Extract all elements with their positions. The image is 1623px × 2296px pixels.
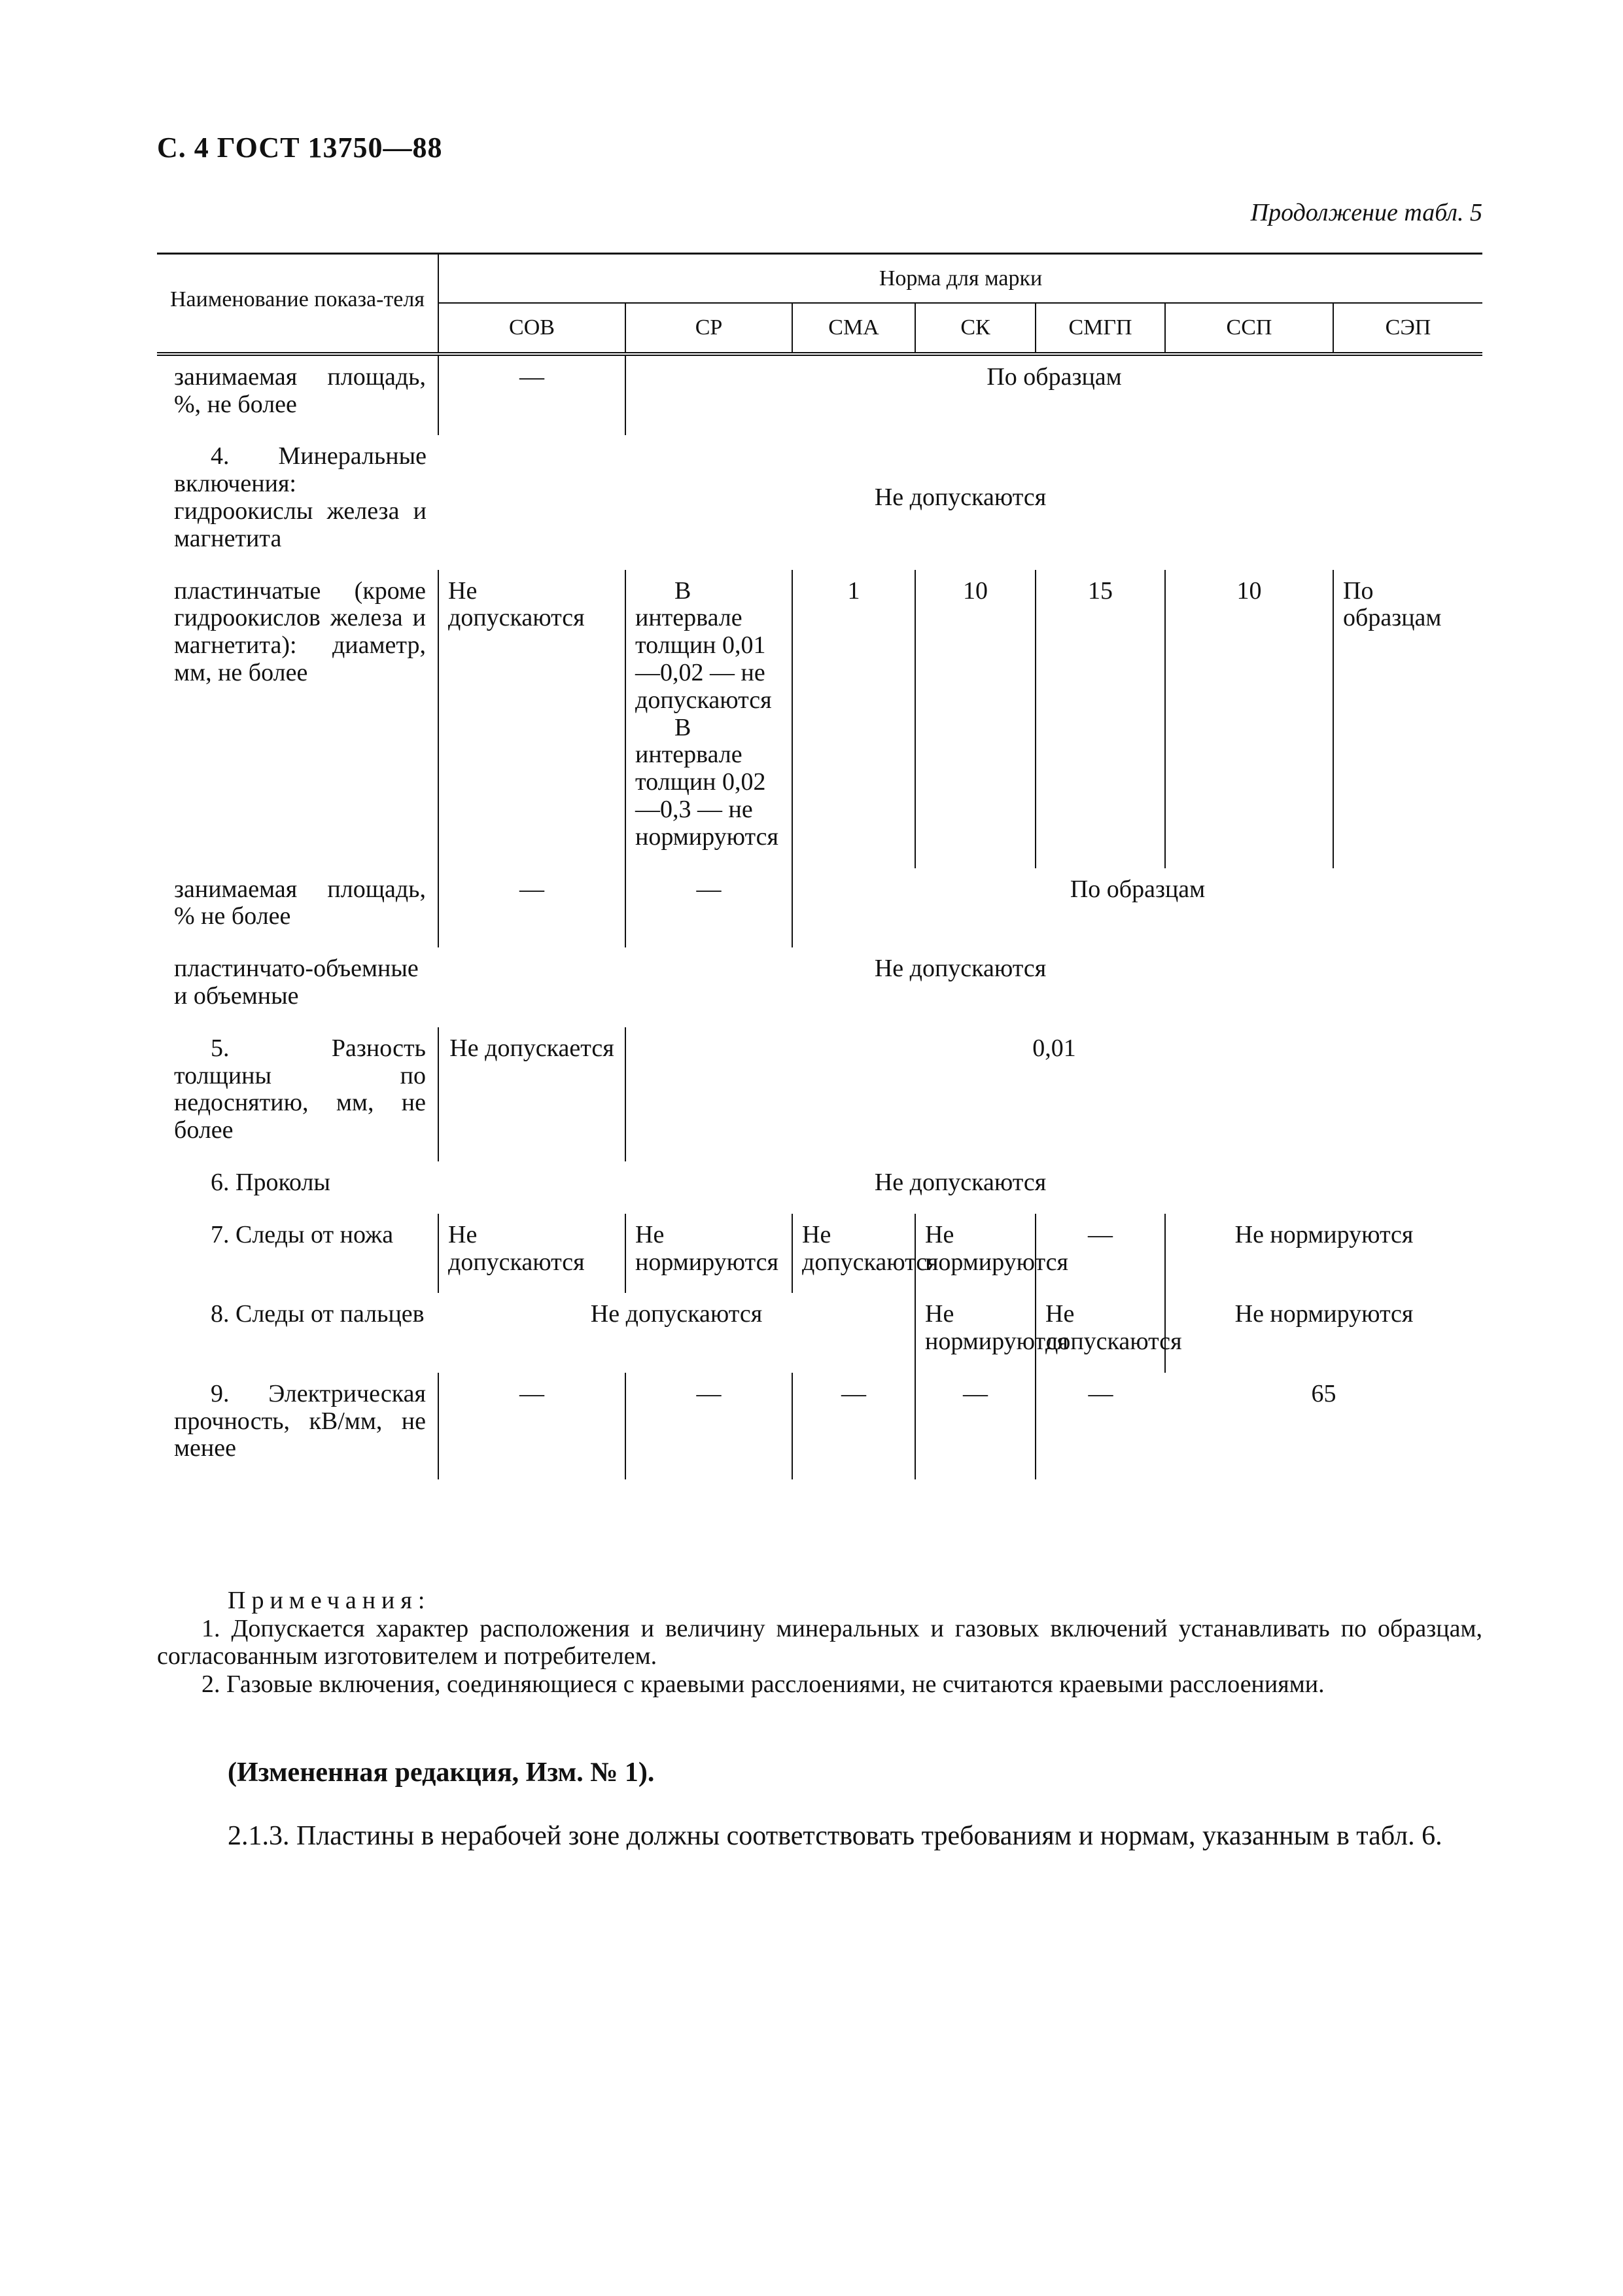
row-label: 8. Следы от пальцев (211, 1300, 425, 1328)
cell-value: 10 (915, 570, 1036, 868)
cell-value: Не нормируются (915, 1214, 1036, 1294)
notes-title: Примечания: (228, 1587, 431, 1614)
cell-value: Не допускаются (874, 1168, 1047, 1196)
cell-value: Не допускается (438, 1027, 625, 1161)
table-header (157, 254, 1482, 354)
cell-value: 0,01 (625, 1027, 1482, 1161)
cell-value: Не допускаются (590, 1300, 763, 1328)
table-row (157, 868, 1482, 948)
grade-header-ssp: ССП (1165, 303, 1333, 353)
cell-value: Не допускаются (792, 1214, 915, 1294)
cell-value: 15 (1036, 570, 1165, 868)
cell-value: По образцам (1333, 570, 1482, 868)
cell-value: По образцам (792, 868, 1482, 948)
row-label: 6. Проколы (211, 1168, 330, 1196)
table-row (157, 1293, 1482, 1373)
table-row (157, 1373, 1482, 1479)
norms-table (157, 253, 1482, 1479)
note-2: 2. Газовые включения, соединяющиеся с краевыми расслоениями, не считаются краевыми расслоениями. (201, 1670, 1325, 1698)
cell-value: Не нормируются (625, 1214, 792, 1294)
table-row (157, 947, 1482, 1027)
cell-value: — (915, 1373, 1036, 1479)
grade-header-sep: СЭП (1333, 303, 1482, 353)
column-header-parameter: Наименование показа-теля (157, 254, 438, 354)
cell-value: 10 (1165, 570, 1333, 868)
cell-value: По образцам (625, 354, 1482, 436)
table-row (157, 570, 1482, 868)
row-label: 5. Разность толщины по недоснятию, мм, не более (174, 1034, 426, 1144)
row-label: пластинчато-объемные и объемные (174, 955, 419, 1010)
cell-value: — (1036, 1373, 1165, 1479)
row-label: 4. Минеральные включения: гидроокислы железа и магнетита (174, 442, 427, 552)
notes-block (157, 1587, 1482, 1698)
cell-value: — (625, 868, 792, 948)
table-row (157, 1214, 1482, 1294)
table-continuation-label: Продолжение табл. 5 (1250, 199, 1482, 226)
cell-value: Не допускаются (874, 955, 1047, 983)
cell-value: — (438, 1373, 625, 1479)
amendment-note: (Измененная редакция, Изм. № 1). (228, 1757, 655, 1788)
row-label: занимаемая площадь, %, не более (174, 362, 426, 418)
cell-value: 1 (792, 570, 915, 868)
cell-value: В интервале толщин 0,01—0,02 — не допускаются В интервале толщин 0,02—0,3 — не нормируются (625, 570, 792, 868)
cell-value: Не нормируются (915, 1293, 1036, 1373)
grade-header-sov: СОВ (438, 303, 625, 353)
page-header: С. 4 ГОСТ 13750—88 (157, 132, 443, 164)
row-label: пластинчатые (кроме гидроокислов железа и магнетита): диаметр, мм, не более (174, 576, 426, 686)
clause-2-1-3: 2.1.3. Пластины в нерабочей зоне должны соответствовать требованиям и нормам, указанным в табл. 6. (228, 1821, 1442, 1851)
cell-value: Не нормируются (1165, 1214, 1482, 1294)
cell-value: — (438, 354, 625, 436)
cell-value: Не допускаются (438, 570, 625, 868)
cell-value: Не допускаются (874, 484, 1047, 512)
note-1: 1. Допускается характер расположения и величину минеральных и газовых включений устанавливать по образцам, согласованным изготовителем и потребителем. (157, 1614, 1482, 1670)
row-label: 9. Электрическая прочность, кВ/мм, не менее (174, 1379, 426, 1462)
grade-header-sk: СК (915, 303, 1036, 353)
table-row (157, 435, 1482, 569)
column-group-header: Норма для марки (438, 254, 1482, 304)
cell-value: 65 (1311, 1379, 1336, 1407)
grade-header-sr: СР (625, 303, 792, 353)
cell-value: Не нормируются (1165, 1293, 1482, 1373)
row-label: занимаемая площадь, % не более (174, 875, 426, 930)
grade-header-sma: СМА (792, 303, 915, 353)
cell-value: — (792, 1373, 915, 1479)
cell-value: Не допускаются (1036, 1293, 1165, 1373)
row-label: 7. Следы от ножа (211, 1220, 394, 1248)
cell-value: Не допускаются (438, 1214, 625, 1294)
cell-value: — (438, 868, 625, 948)
cell-value: — (1036, 1214, 1165, 1294)
table-row (157, 1161, 1482, 1214)
grade-header-smgp: СМГП (1036, 303, 1165, 353)
table-row (157, 354, 1482, 436)
table-row (157, 1027, 1482, 1161)
cell-value: — (625, 1373, 792, 1479)
